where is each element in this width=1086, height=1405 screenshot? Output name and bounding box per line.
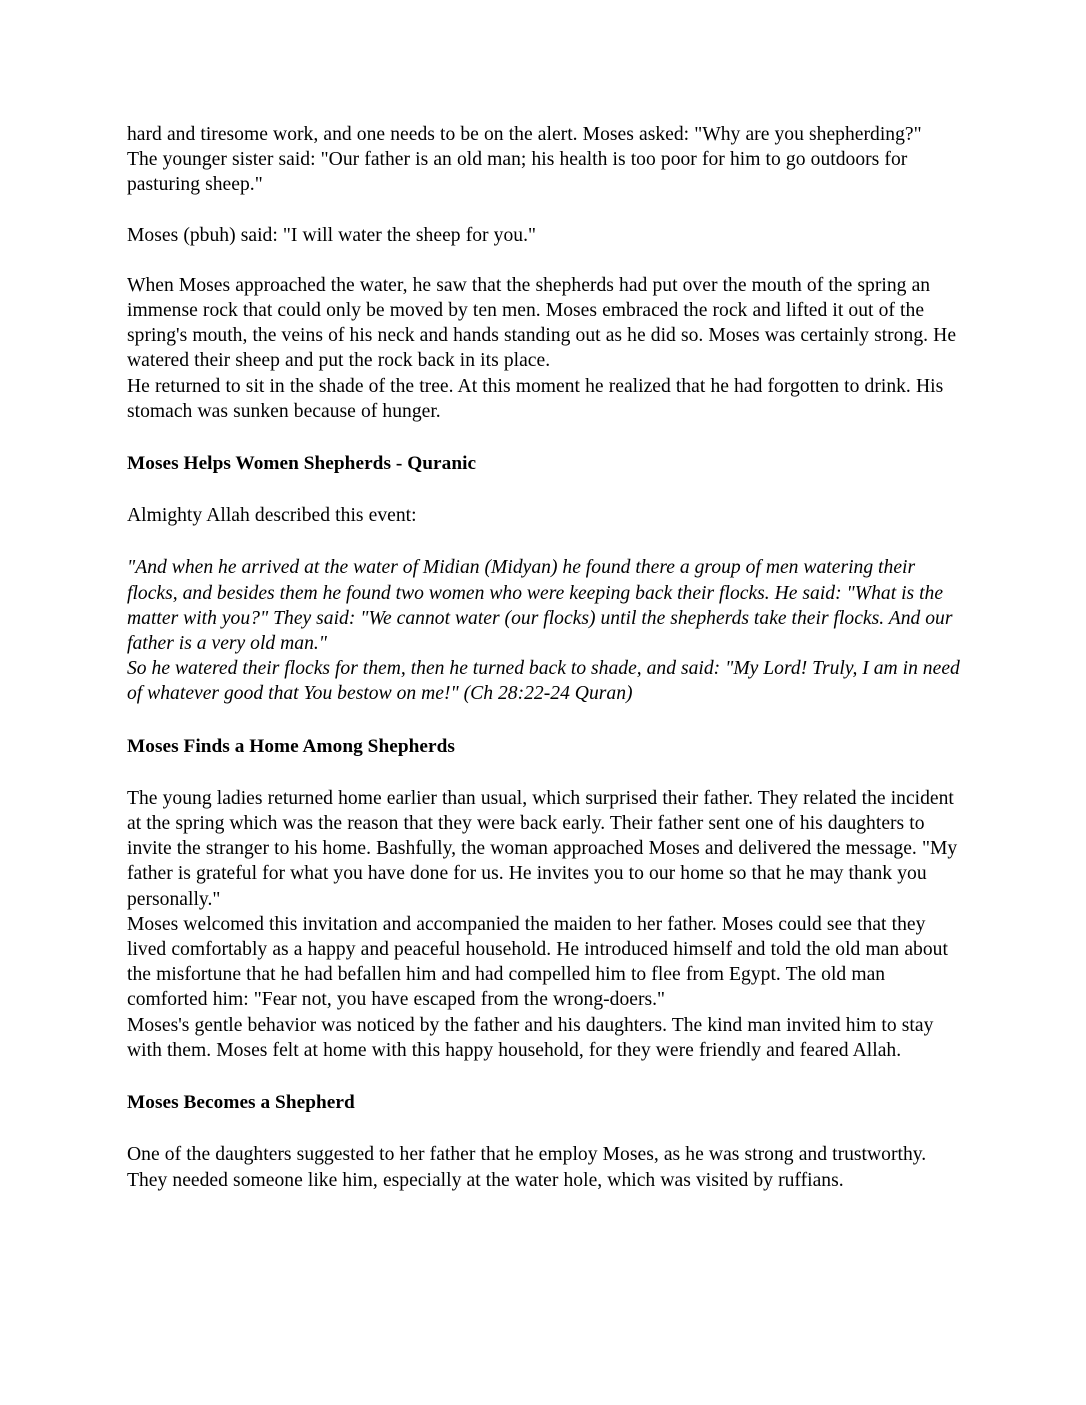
document-body (127, 122, 962, 1193)
paragraph-moses-offer: Moses (pbuh) said: "I will water the sheep for you." (127, 224, 537, 246)
paragraph-opening-dialogue: hard and tiresome work, and one needs to be on the alert. Moses asked: "Why are you shepherding?" (127, 124, 922, 145)
section-heading-quranic: Moses Helps Women Shepherds - Quranic (127, 453, 477, 475)
paragraph-moses-meets-father: Moses welcomed this invitation and accompanied the maiden to her father. Moses could see that they lived comfortably as a happy and peaceful household. He introduced himself and told the old man about the misfortune that he had befallen him and had compelled him to flee from Egypt. The old man comforted him: "Fear not, you have escaped from the wrong-doers." (127, 913, 948, 1011)
quran-quote-verse-22-23: "And when he arrived at the water of Midian (Midyan) he found there a group of men watering their flocks, and besides them he found two women who were keeping back their flocks. He said: "What is the matter with you?" They said: "We cannot water (our flocks) until the shepherds take their flocks. And our father is a very old man." (127, 557, 953, 655)
paragraph-younger-sister-reply: The younger sister said: "Our father is an old man; his health is too poor for him to go outdoors for pasturing sheep." (127, 149, 908, 196)
heading-spacer (127, 759, 962, 786)
quran-quote-verse-24: So he watered their flocks for them, then he turned back to shade, and said: "My Lord! Truly, I am in need of whatever good that You bestow on me!" (Ch 28:22-24 Quran) (127, 658, 960, 705)
paragraph-spacer (127, 248, 962, 273)
paragraph-daughters-return-home: The young ladies returned home earlier than usual, which surprised their father. They related the incident at the spring which was the reason that they were back early. Their father sent one of his daughters to invite the stranger to his home. Bashfully, the woman approached Moses and delivered the message. "My father is grateful for what you have done for us. He invites you to our home so that he may thank you personally." (127, 787, 958, 910)
paragraph-daughter-suggests-employment: One of the daughters suggested to her father that he employ Moses, as he was strong and trustworthy. They needed someone like him, especially at the water hole, which was visited by ruffians. (127, 1144, 927, 1191)
heading-spacer (127, 1115, 962, 1142)
heading-spacer (127, 1063, 962, 1090)
section-heading-finds-home: Moses Finds a Home Among Shepherds (127, 735, 455, 757)
paragraph-allah-described: Almighty Allah described this event: (127, 505, 417, 527)
paragraph-moses-rests-in-shade: He returned to sit in the shade of the tree. At this moment he realized that he had forgotten to drink. His stomach was sunken because of hunger. (127, 375, 944, 422)
paragraph-moses-stays-with-family: Moses's gentle behavior was noticed by the father and his daughters. The kind man invited him to stay with them. Moses felt at home with this happy household, for they were friendly and feared Allah. (127, 1014, 934, 1061)
heading-spacer (127, 707, 962, 734)
section-heading-becomes-shepherd: Moses Becomes a Shepherd (127, 1092, 355, 1114)
heading-spacer (127, 476, 962, 503)
paragraph-spacer (127, 198, 962, 223)
paragraph-moses-moves-rock: When Moses approached the water, he saw that the shepherds had put over the mouth of the spring an immense rock that could only be moved by ten men. Moses embraced the rock and lifted it out of the spring's mouth, the veins of his neck and hands standing out as he did so. Moses was certainly strong. He watered their sheep and put the rock back in its place. (127, 274, 957, 372)
heading-spacer (127, 424, 962, 451)
quote-spacer (127, 528, 962, 555)
